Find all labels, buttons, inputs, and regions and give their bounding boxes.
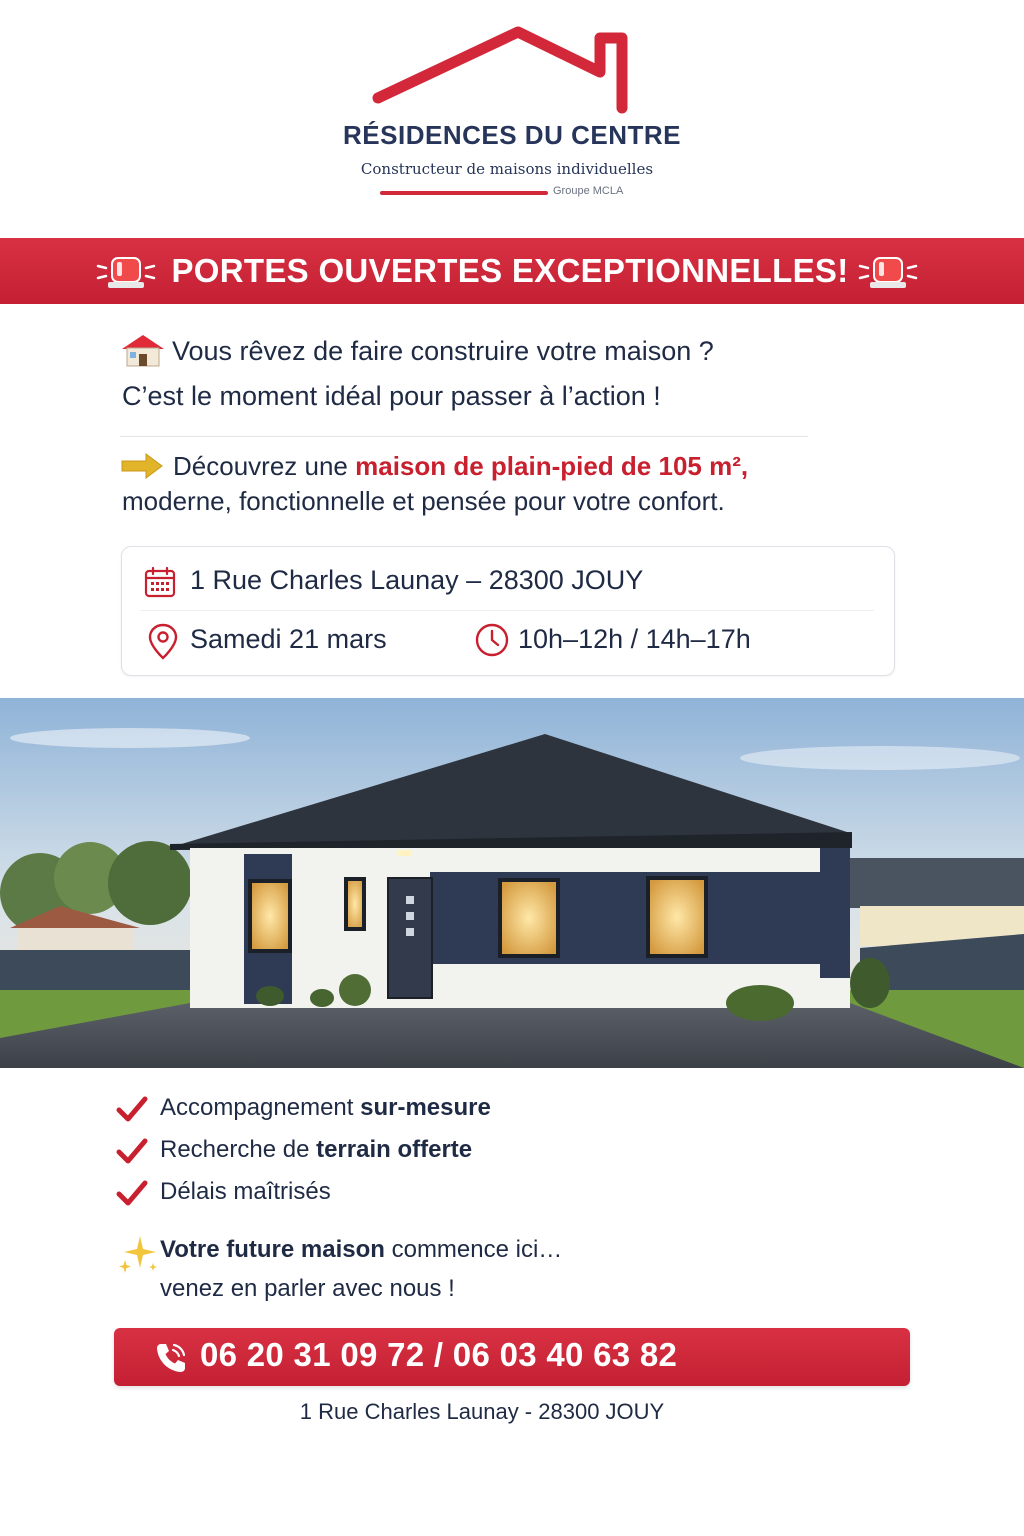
feature-text: Recherche de bbox=[160, 1136, 317, 1163]
location-pin-icon bbox=[146, 623, 180, 661]
logo-roof-icon bbox=[360, 20, 650, 120]
description-line-2: moderne, fonctionnelle et pensée pour votre confort. bbox=[122, 486, 725, 516]
brand-group: Groupe MCLA bbox=[553, 185, 624, 197]
cta-line-1 bbox=[160, 1236, 562, 1264]
check-icon bbox=[116, 1179, 148, 1207]
brand-subtitle: Constructeur de maisons individuelles bbox=[360, 160, 654, 178]
feature-item bbox=[160, 1136, 472, 1164]
feature-text: Délais maîtrisés bbox=[160, 1178, 331, 1205]
divider bbox=[120, 436, 808, 437]
intro-line-2: C’est le moment idéal pour passer à l’action ! bbox=[122, 381, 661, 411]
arrow-right-icon bbox=[120, 452, 164, 480]
feature-bold: sur-mesure bbox=[360, 1094, 491, 1121]
intro-line-1: Vous rêvez de faire construire votre maison ? bbox=[172, 336, 714, 366]
house-photo bbox=[0, 698, 1024, 1068]
check-icon bbox=[116, 1095, 148, 1123]
event-address: 1 Rue Charles Launay – 28300 JOUY bbox=[190, 565, 644, 595]
feature-item bbox=[160, 1094, 491, 1122]
info-divider bbox=[140, 610, 874, 611]
feature-text: Accompagnement bbox=[160, 1094, 361, 1121]
cta-line-2: venez en parler avec nous ! bbox=[160, 1275, 455, 1302]
feature-bold: terrain offerte bbox=[316, 1136, 473, 1163]
description-prefix: Découvrez une bbox=[173, 451, 356, 481]
description-highlight: maison de plain-pied de 105 m², bbox=[355, 451, 749, 481]
cta-bold: Votre future maison bbox=[160, 1236, 385, 1263]
event-hours: 10h–12h / 14h–17h bbox=[518, 624, 751, 654]
banner-title: PORTES OUVERTES EXCEPTIONNELLES! bbox=[171, 252, 849, 289]
feature-item bbox=[160, 1178, 331, 1206]
phone-numbers[interactable]: 06 20 31 09 72 / 06 03 40 63 82 bbox=[200, 1336, 678, 1373]
phone-icon bbox=[154, 1341, 188, 1375]
brand-underline bbox=[380, 191, 548, 195]
siren-icon bbox=[96, 252, 156, 292]
footer-address: 1 Rue Charles Launay - 28300 JOUY bbox=[299, 1399, 665, 1424]
brand-name: RÉSIDENCES DU CENTRE bbox=[343, 120, 681, 150]
clock-icon bbox=[474, 622, 510, 658]
check-icon bbox=[116, 1137, 148, 1165]
sparkle-icon bbox=[116, 1232, 160, 1276]
event-date: Samedi 21 mars bbox=[190, 624, 387, 654]
siren-icon bbox=[858, 252, 918, 292]
house-icon bbox=[120, 333, 166, 367]
cta-rest: commence ici… bbox=[384, 1236, 563, 1263]
calendar-icon bbox=[144, 566, 176, 598]
description-line-1 bbox=[173, 451, 748, 482]
